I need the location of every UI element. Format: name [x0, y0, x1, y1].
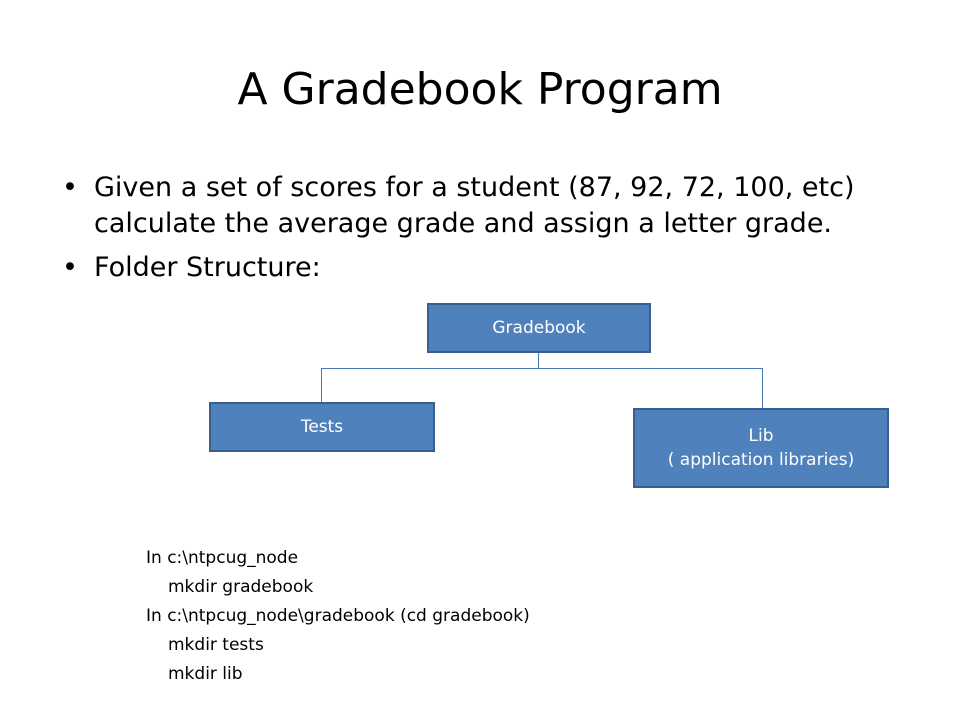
slide-title: A Gradebook Program — [237, 64, 723, 115]
bullet-item — [62, 170, 912, 242]
folder-node-gradebook — [427, 303, 651, 353]
bullet-text: Given a set of scores for a student (87, 92, 72, 100, etc) calculate the average grade and assign a letter grade. — [94, 172, 855, 239]
command-line: mkdir lib — [168, 664, 243, 684]
command-line: In c:\ntpcug_node — [146, 548, 299, 568]
connector-horizontal — [321, 368, 763, 369]
folder-node-sublabel: ( application libraries) — [667, 450, 855, 470]
folder-node-label: Tests — [300, 417, 344, 437]
folder-node-label: Lib — [748, 426, 774, 446]
command-line: mkdir gradebook — [168, 577, 314, 597]
command-notes — [146, 544, 530, 689]
command-line: mkdir tests — [168, 635, 264, 655]
connector-tests — [321, 368, 322, 402]
folder-node-lib — [633, 408, 889, 488]
bullet-text: Folder Structure: — [94, 252, 321, 283]
connector-lib — [762, 368, 763, 408]
bullet-item — [62, 250, 912, 286]
folder-node-tests — [209, 402, 435, 452]
bullet-list — [62, 170, 912, 294]
bullet-icon: • — [62, 172, 78, 203]
folder-node-label: Gradebook — [492, 318, 586, 338]
connector-root-stem — [538, 353, 539, 368]
bullet-icon: • — [62, 252, 78, 283]
command-line: In c:\ntpcug_node\gradebook (cd gradebook) — [146, 606, 530, 626]
